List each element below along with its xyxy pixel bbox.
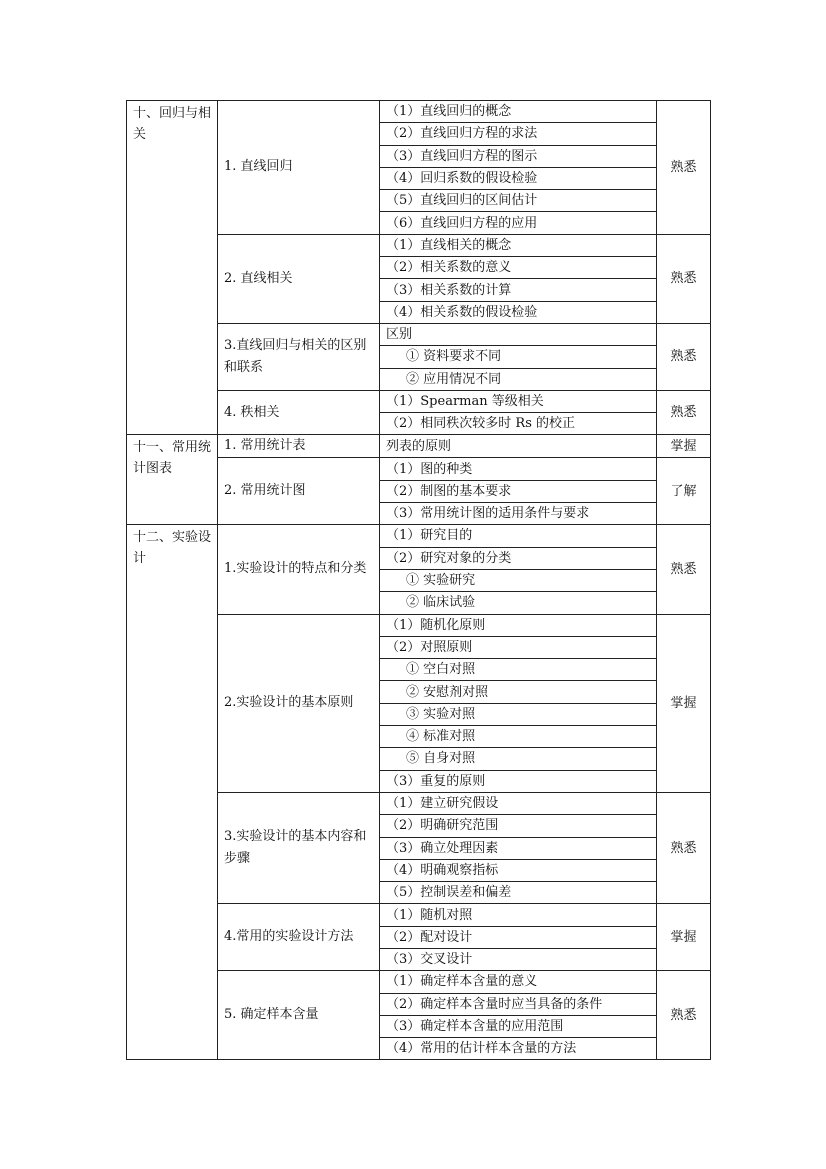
- knowledge-point-cell: （1）研究目的: [380, 525, 657, 547]
- knowledge-point-cell: （2）明确研究范围: [380, 815, 657, 837]
- knowledge-point-cell: （5）直线回归的区间估计: [380, 190, 657, 212]
- knowledge-point-cell: （1）确定样本含量的意义: [380, 971, 657, 993]
- knowledge-point-cell: （3）直线回归方程的图示: [380, 145, 657, 167]
- requirement-level-cell: 熟悉: [657, 390, 711, 435]
- knowledge-point-cell: ② 临床试验: [380, 592, 657, 614]
- knowledge-point-cell: （3）重复的原则: [380, 770, 657, 792]
- subunit-title-cell: 3.实验设计的基本内容和步骤: [218, 792, 380, 903]
- knowledge-point-cell: （3）交叉设计: [380, 948, 657, 970]
- knowledge-point-cell: （5）控制误差和偏差: [380, 882, 657, 904]
- knowledge-point-cell: 列表的原则: [380, 435, 657, 458]
- knowledge-point-cell: （3）确定样本含量的应用范围: [380, 1015, 657, 1037]
- subunit-title-cell: 3.直线回归与相关的区别和联系: [218, 323, 380, 390]
- knowledge-point-cell: （2）相关系数的意义: [380, 257, 657, 279]
- subunit-title-cell: 5. 确定样本含量: [218, 971, 380, 1060]
- requirement-level-cell: 熟悉: [657, 101, 711, 235]
- subunit-title-cell: 4.常用的实验设计方法: [218, 904, 380, 971]
- subunit-title-cell: 1.实验设计的特点和分类: [218, 525, 380, 614]
- subunit-title-cell: 2. 直线相关: [218, 234, 380, 323]
- knowledge-point-cell: ① 空白对照: [380, 659, 657, 681]
- requirement-level-cell: 熟悉: [657, 971, 711, 1060]
- knowledge-point-cell: （1）Spearman 等级相关: [380, 390, 657, 412]
- knowledge-point-cell: （4）回归系数的假设检验: [380, 167, 657, 189]
- knowledge-point-cell: （1）直线回归的概念: [380, 101, 657, 123]
- knowledge-point-cell: （2）对照原则: [380, 636, 657, 658]
- knowledge-point-cell: （2）配对设计: [380, 926, 657, 948]
- table-row: [127, 525, 711, 547]
- knowledge-point-cell: （3）常用统计图的适用条件与要求: [380, 503, 657, 525]
- knowledge-point-cell: ② 应用情况不同: [380, 368, 657, 390]
- subunit-title-cell: 2. 常用统计图: [218, 458, 380, 525]
- requirement-level-cell: 熟悉: [657, 525, 711, 614]
- subunit-title-cell: 4. 秩相关: [218, 390, 380, 435]
- requirement-level-cell: 熟悉: [657, 792, 711, 903]
- knowledge-point-cell: ⑤ 自身对照: [380, 748, 657, 770]
- knowledge-point-cell: （1）随机化原则: [380, 614, 657, 636]
- knowledge-point-cell: （2）确定样本含量时应当具备的条件: [380, 993, 657, 1015]
- requirement-level-cell: 掌握: [657, 435, 711, 458]
- unit-title-cell: 十二、实验设计: [127, 525, 218, 1060]
- knowledge-point-cell: 区别: [380, 323, 657, 345]
- knowledge-point-cell: （2）研究对象的分类: [380, 547, 657, 569]
- requirement-level-cell: 掌握: [657, 614, 711, 792]
- knowledge-point-cell: ③ 实验对照: [380, 703, 657, 725]
- syllabus-table: [126, 100, 711, 1060]
- knowledge-point-cell: （2）制图的基本要求: [380, 480, 657, 502]
- knowledge-point-cell: （2）直线回归方程的求法: [380, 123, 657, 145]
- knowledge-point-cell: （4）明确观察指标: [380, 859, 657, 881]
- subunit-title-cell: 2.实验设计的基本原则: [218, 614, 380, 792]
- knowledge-point-cell: （2）相同秩次较多时 Rs 的校正: [380, 413, 657, 435]
- knowledge-point-cell: ② 安慰剂对照: [380, 681, 657, 703]
- unit-title-cell: 十一、常用统计图表: [127, 435, 218, 525]
- requirement-level-cell: 熟悉: [657, 323, 711, 390]
- table-row: [127, 101, 711, 123]
- requirement-level-cell: 掌握: [657, 904, 711, 971]
- knowledge-point-cell: （1）建立研究假设: [380, 792, 657, 814]
- knowledge-point-cell: （1）直线相关的概念: [380, 234, 657, 256]
- knowledge-point-cell: （3）确立处理因素: [380, 837, 657, 859]
- knowledge-point-cell: ① 实验研究: [380, 569, 657, 591]
- knowledge-point-cell: （1）随机对照: [380, 904, 657, 926]
- knowledge-point-cell: （6）直线回归方程的应用: [380, 212, 657, 234]
- requirement-level-cell: 了解: [657, 458, 711, 525]
- knowledge-point-cell: （3）相关系数的计算: [380, 279, 657, 301]
- subunit-title-cell: 1. 常用统计表: [218, 435, 380, 458]
- knowledge-point-cell: （1）图的种类: [380, 458, 657, 480]
- table-row: [127, 435, 711, 458]
- requirement-level-cell: 熟悉: [657, 234, 711, 323]
- syllabus-table-body: [127, 101, 711, 1060]
- knowledge-point-cell: ④ 标准对照: [380, 726, 657, 748]
- knowledge-point-cell: （4）相关系数的假设检验: [380, 301, 657, 323]
- subunit-title-cell: 1. 直线回归: [218, 101, 380, 235]
- knowledge-point-cell: ① 资料要求不同: [380, 346, 657, 368]
- unit-title-cell: 十、回归与相关: [127, 101, 218, 435]
- knowledge-point-cell: （4）常用的估计样本含量的方法: [380, 1038, 657, 1060]
